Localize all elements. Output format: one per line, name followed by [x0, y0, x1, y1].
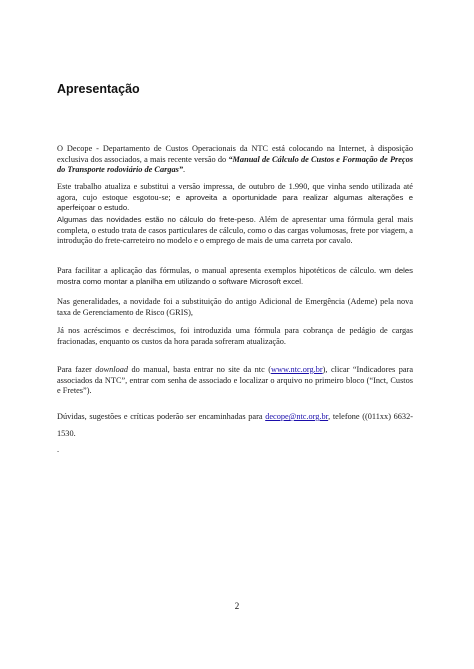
paragraph-generalidades: Nas generalidades, a novidade foi a substituição do antigo Adicional de Emergência (Ademe) pela nova taxa de Gerenciamento de Risco (GRIS),	[57, 297, 413, 317]
formulas-text-sans: wm deles mostra como montar a planilha em utilizando o software Microsoft excel.	[57, 266, 413, 286]
paragraph-download	[57, 365, 413, 397]
novidades-lead: Algumas das novidades estão no cálculo do frete-peso.	[57, 215, 256, 224]
paragraph-update	[57, 182, 413, 214]
paragraph-contact	[57, 408, 413, 442]
update-text-sans: e aproveita a oportunidade para realizar algumas alterações e aperfeiçoar o estudo.	[57, 192, 413, 213]
page-number: 2	[234, 601, 240, 611]
download-post: ), clicar “Indicadores para associados da NTC”, entrar com senha de associado e localizar o arquivo no primeiro bloco (“Inct, Custos e Fretes”).	[57, 365, 413, 396]
email-link[interactable]: decope@ntc.org.br	[265, 412, 329, 421]
download-mid: do manual, basta entrar no site da ntc (	[128, 365, 272, 374]
contact-post: , telefone ((011xx) 6632-1530.	[57, 412, 413, 438]
novidades-text: Além de apresentar uma fórmula geral mais completa, o estudo trata de casos particulares de cálculo, como o das cargas volumosas, frete por viagem, a introdução do frete-carreteiro no modelo e o emprego de mais de uma carreta por cavalo.	[57, 215, 414, 246]
contact-pre: Dúvidas, sugestões e críticas poderão ser encaminhadas para	[57, 412, 266, 421]
intro-text: O Decope - Departamento de Custos Operacionais da NTC está colocando na Internet, à disposição exclusiva dos associados, a mais recente versão do	[57, 144, 413, 164]
intro-end: .	[183, 165, 186, 175]
paragraph-intro	[57, 144, 413, 176]
download-pre: Para fazer	[57, 365, 96, 374]
site-link[interactable]: www.ntc.org.br	[271, 365, 323, 374]
paragraph-formulas	[57, 266, 413, 287]
download-word: download	[95, 365, 129, 374]
page-title: Apresentação	[57, 82, 140, 96]
formulas-text: Para facilitar a aplicação das fórmulas, o manual apresenta exemplos hipotéticos de cálculo.	[57, 266, 377, 275]
manual-title: “Manual de Cálculo de Custos e Formação de Preços do Transporte rodoviário de Cargas”	[57, 154, 413, 175]
update-text: Este trabalho atualiza e substitui a versão impressa, de outubro de 1.990, que vinha sendo utilizada até agora, cujo estoque esgotou-se;	[57, 182, 413, 202]
trailing-dot: .	[57, 445, 60, 454]
paragraph-acrescimos: Já nos acréscimos e decréscimos, foi introduzida uma fórmula para cobrança de pedágio de cargas fracionadas, enquanto os custos da hora parada sofreram atualização.	[57, 326, 413, 346]
paragraph-novidades	[57, 215, 413, 247]
